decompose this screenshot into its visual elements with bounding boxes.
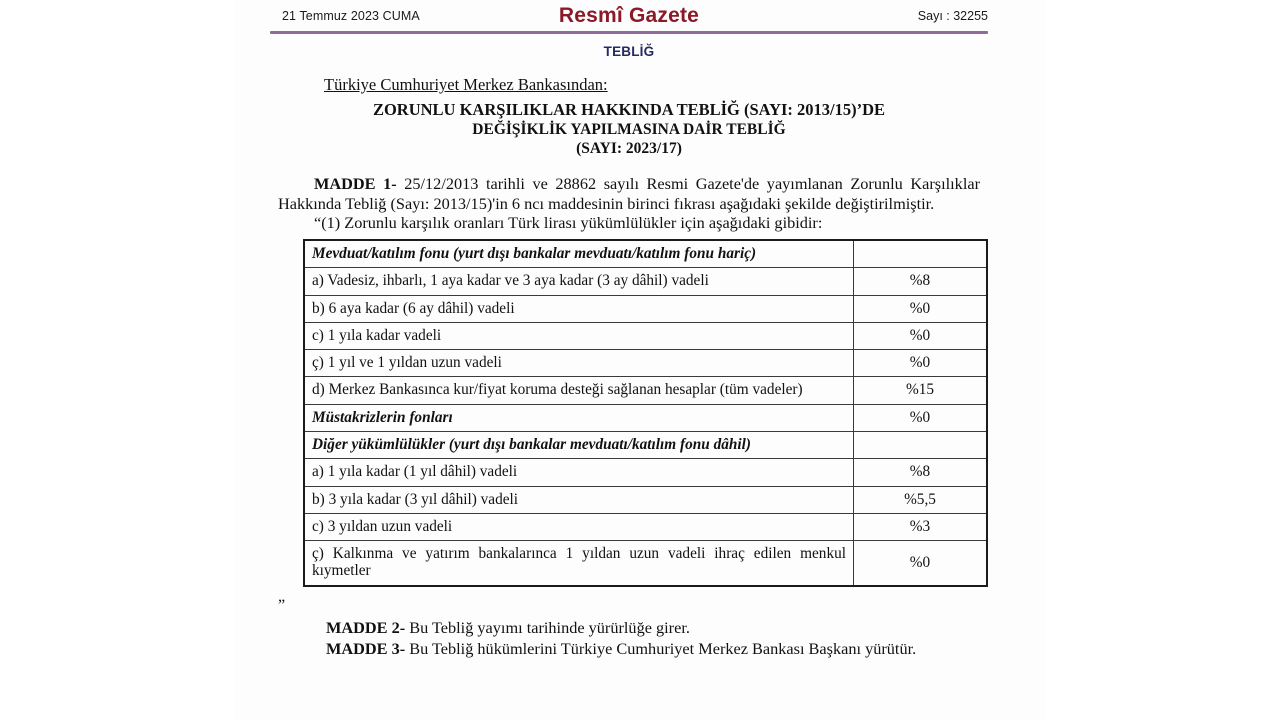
table-row <box>304 432 987 459</box>
table-row <box>304 377 987 404</box>
article-2-text: Bu Tebliğ yayımı tarihinde yürürlüğe girer. <box>405 617 690 637</box>
issuing-authority-text: Türkiye Cumhuriyet Merkez Bankasından: <box>324 75 608 94</box>
table-cell-label: b) 6 aya kadar (6 ay dâhil) vadeli <box>304 295 854 322</box>
regulation-title <box>278 100 980 158</box>
table-cell-label: b) 3 yıla kadar (3 yıl dâhil) vadeli <box>304 486 854 513</box>
masthead <box>270 0 988 36</box>
gazette-issue-number: Sayı : 32255 <box>917 9 988 23</box>
table-cell-ratio <box>854 432 988 459</box>
table-cell-ratio <box>854 240 988 268</box>
table-row <box>304 268 987 295</box>
article-2-label: MADDE 2- <box>326 617 406 637</box>
quoted-clause-intro: “(1) Zorunlu karşılık oranları Türk lirası yükümlülükler için aşağıdaki gibidir: <box>314 212 823 232</box>
table-cell-label: a) Vadesiz, ihbarlı, 1 aya kadar ve 3 aya kadar (3 ay dâhil) vadeli <box>304 268 854 295</box>
table-row <box>304 513 987 540</box>
table-cell-label: ç) 1 yıl ve 1 yıldan uzun vadeli <box>304 350 854 377</box>
masthead-divider <box>270 31 988 34</box>
table-cell-ratio: %8 <box>854 268 988 295</box>
regulation-title-line-2: DEĞİŞİKLİK YAPILMASINA DAİR TEBLİĞ <box>472 121 786 139</box>
table-cell-label: c) 1 yıla kadar vadeli <box>304 322 854 349</box>
masthead-row <box>270 0 988 30</box>
table-cell-label: Diğer yükümlülükler (yurt dışı bankalar mevduatı/katılım fonu dâhil) <box>304 432 854 459</box>
table-cell-ratio: %0 <box>854 541 988 586</box>
table-cell-label: a) 1 yıla kadar (1 yıl dâhil) vadeli <box>304 459 854 486</box>
closing-block <box>278 597 980 661</box>
gazette-title: Resmî Gazete <box>558 4 700 27</box>
table-cell-label: Mevduat/katılım fonu (yurt dışı bankalar mevduatı/katılım fonu hariç) <box>304 240 854 268</box>
reserve-ratios-table-body <box>304 240 987 586</box>
table-cell-ratio: %0 <box>854 404 988 431</box>
table-cell-ratio: %0 <box>854 322 988 349</box>
table-row <box>304 541 987 586</box>
table-row <box>304 322 987 349</box>
article-1-label: MADDE 1- <box>314 174 397 194</box>
reserve-ratios-table <box>303 239 988 587</box>
table-cell-ratio: %0 <box>854 350 988 377</box>
table-row <box>304 459 987 486</box>
section-heading: TEBLİĞ <box>603 44 655 59</box>
table-row <box>304 486 987 513</box>
article-1-text: 25/12/2013 tarihli ve 28862 sayılı Resmi Gazete'de yayımlanan Zorunlu Karşılıklar Hakkında Tebliğ (Sayı: 2013/15)'in 6 ncı maddesinin birinci fıkrası aşağıdaki şekilde değiştirilmiştir. <box>278 174 980 213</box>
issuing-authority <box>278 75 980 95</box>
article-2-line <box>278 617 980 639</box>
closing-articles <box>278 617 980 660</box>
table-cell-label: d) Merkez Bankasınca kur/fiyat koruma desteği sağlanan hesaplar (tüm vadeler) <box>304 377 854 404</box>
regulation-title-line-3: (SAYI: 2023/17) <box>576 140 682 158</box>
gazette-date: 21 Temmuz 2023 CUMA <box>282 9 420 23</box>
table-cell-ratio: %5,5 <box>854 486 988 513</box>
article-3-line <box>278 638 980 660</box>
document-body <box>278 40 980 661</box>
table-row <box>304 295 987 322</box>
table-cell-ratio: %8 <box>854 459 988 486</box>
table-cell-label: Müstakrizlerin fonları <box>304 404 854 431</box>
regulation-title-line-1: ZORUNLU KARŞILIKLAR HAKKINDA TEBLİĞ (SAYI: 2013/15)’DE <box>372 100 886 119</box>
article-3-text: Bu Tebliğ hükümlerini Türkiye Cumhuriyet Merkez Bankası Başkanı yürütür. <box>405 639 917 659</box>
table-cell-ratio: %15 <box>854 377 988 404</box>
table-cell-label: c) 3 yıldan uzun vadeli <box>304 513 854 540</box>
article-1-paragraph <box>278 174 980 212</box>
table-cell-ratio: %0 <box>854 295 988 322</box>
table-row <box>304 404 987 431</box>
table-cell-ratio: %3 <box>854 513 988 540</box>
table-row <box>304 350 987 377</box>
table-cell-label: ç) Kalkınma ve yatırım bankalarınca 1 yıldan uzun vadeli ihraç edilen menkul kıymetler <box>304 541 854 586</box>
closing-quotation-mark: ” <box>278 596 286 614</box>
article-3-label: MADDE 3- <box>326 639 406 659</box>
reserve-ratios-table-container <box>278 239 980 587</box>
table-row <box>304 240 987 268</box>
